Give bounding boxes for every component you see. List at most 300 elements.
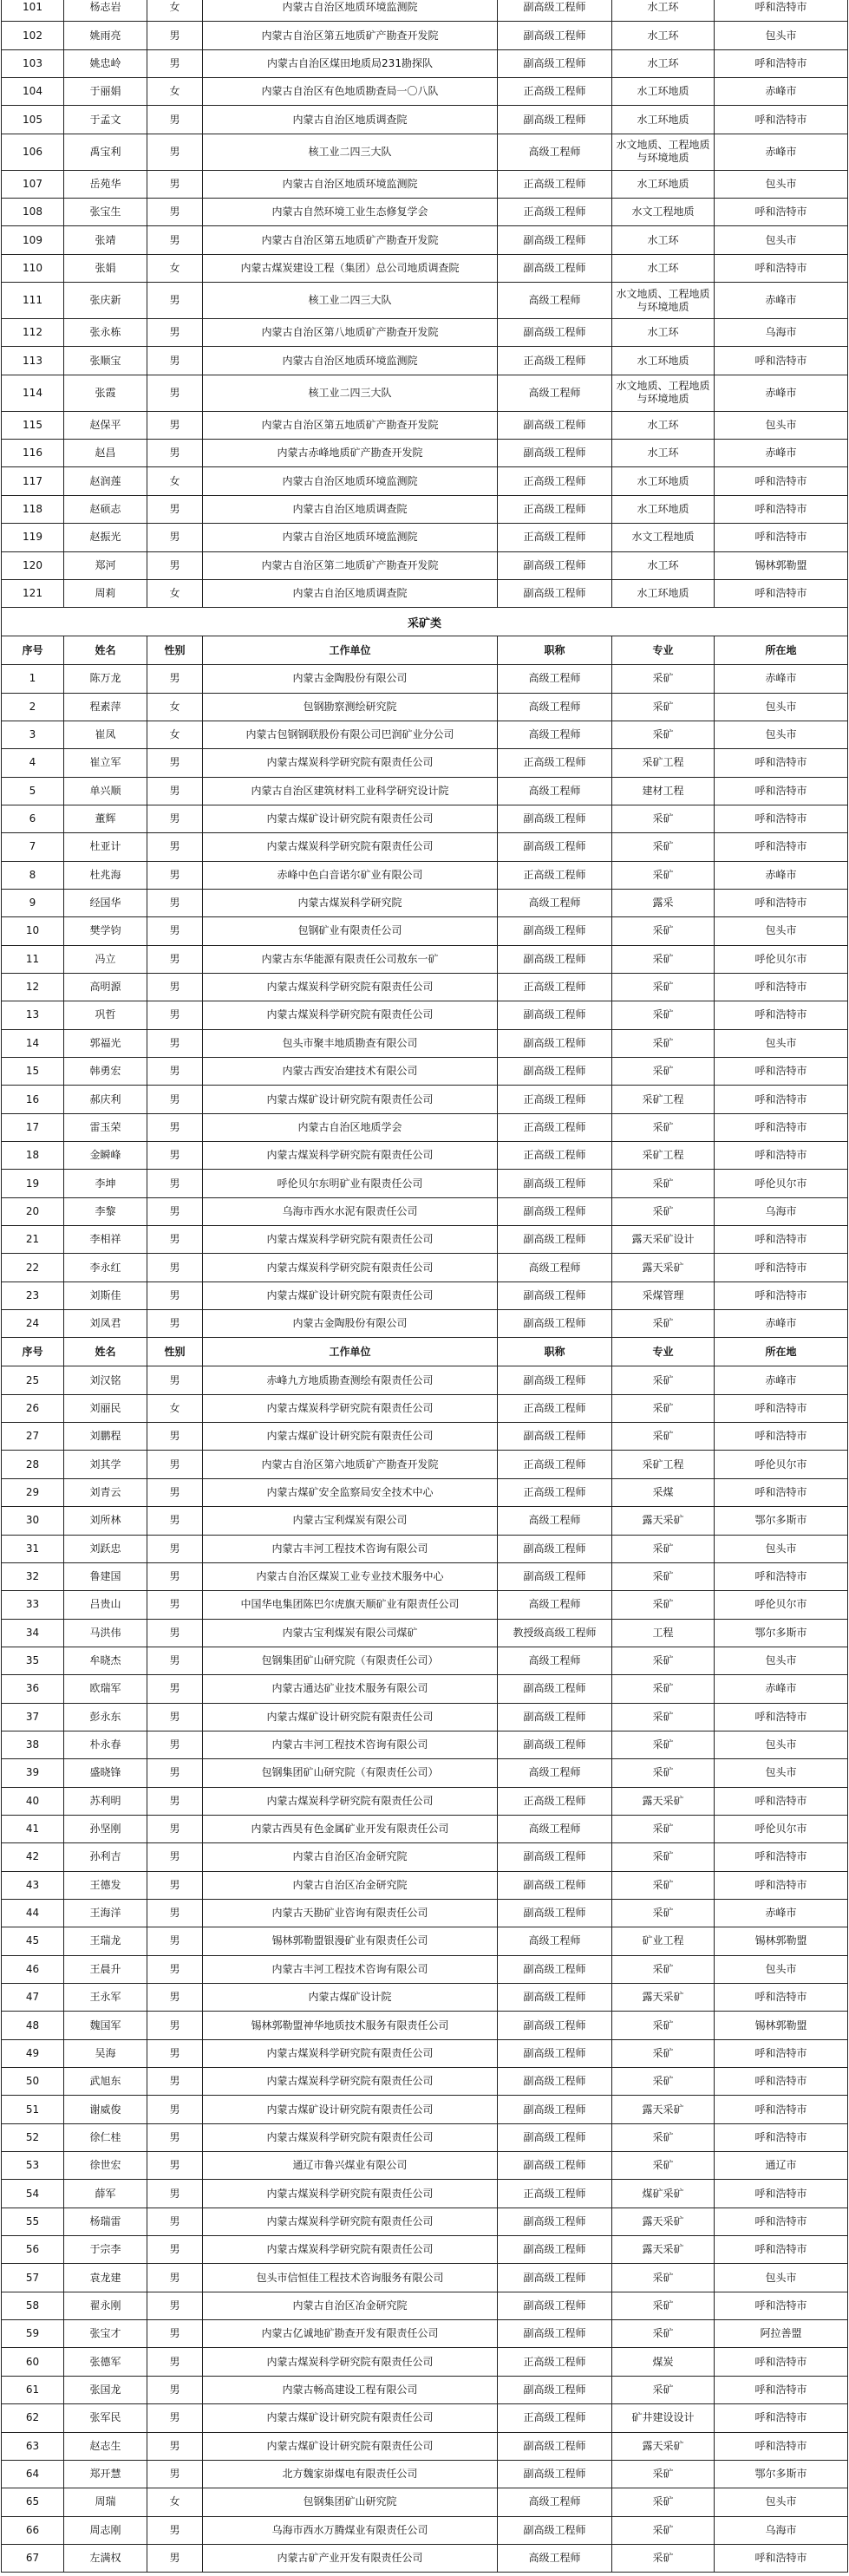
cell-location: 呼和浩特市	[715, 2124, 848, 2151]
cell-title: 副高级工程师	[498, 552, 612, 579]
cell-location: 包头市	[715, 694, 848, 721]
cell-serial-no: 112	[2, 319, 64, 346]
cell-gender: 男	[147, 833, 203, 860]
cell-serial-no: 50	[2, 2068, 64, 2095]
table-row	[2, 1563, 848, 1591]
table-row	[2, 1956, 848, 1984]
table-row	[2, 2264, 848, 2292]
table-row	[2, 319, 848, 347]
cell-location: 鄂尔多斯市	[715, 1620, 848, 1647]
cell-serial-no: 8	[2, 862, 64, 889]
cell-title: 副高级工程师	[498, 1170, 612, 1197]
cell-major: 采矿	[612, 1731, 715, 1758]
cell-location: 呼和浩特市	[715, 2208, 848, 2235]
cell-title: 正高级工程师	[498, 862, 612, 889]
cell-organization: 内蒙古自治区煤田地质局231勘探队	[203, 50, 498, 77]
cell-serial-no: 48	[2, 2012, 64, 2038]
cell-serial-no: 18	[2, 1142, 64, 1169]
cell-major: 采矿	[612, 1366, 715, 1393]
table-row	[2, 1704, 848, 1731]
cell-name: 陈万龙	[64, 665, 147, 692]
cell-name: 李坤	[64, 1170, 147, 1197]
cell-location: 包头市	[715, 1030, 848, 1057]
cell-title: 副高级工程师	[498, 2320, 612, 2347]
cell-name: 王德发	[64, 1872, 147, 1899]
cell-gender: 男	[147, 665, 203, 692]
cell-major: 露天采矿	[612, 2096, 715, 2123]
cell-name: 袁龙建	[64, 2264, 147, 2291]
cell-major: 露天采矿	[612, 2433, 715, 2460]
cell-major: 水文地质、工程地质与环境地质	[612, 283, 715, 318]
table-row	[2, 496, 848, 524]
cell-major: 采矿	[612, 1310, 715, 1337]
cell-name: 王海洋	[64, 1900, 147, 1927]
table-row	[2, 106, 848, 134]
cell-title: 副高级工程师	[498, 319, 612, 346]
cell-title: 副高级工程师	[498, 1704, 612, 1731]
cell-location: 呼和浩特市	[715, 106, 848, 133]
table-row	[2, 1647, 848, 1675]
cell-name: 翟永刚	[64, 2292, 147, 2319]
cell-organization: 内蒙古自治区第五地质矿产勘查开发院	[203, 412, 498, 439]
cell-major: 采矿工程	[612, 749, 715, 776]
cell-name: 张永栋	[64, 319, 147, 346]
cell-gender: 女	[147, 694, 203, 721]
cell-major: 采矿	[612, 946, 715, 973]
cell-serial-no: 47	[2, 1984, 64, 2011]
cell-major: 采矿	[612, 2068, 715, 2095]
header-name: 姓名	[64, 1338, 147, 1366]
cell-organization: 核工业二四三大队	[203, 283, 498, 318]
cell-name: 郭福光	[64, 1030, 147, 1057]
table-row	[2, 1114, 848, 1142]
table-row	[2, 721, 848, 749]
cell-name: 经国华	[64, 890, 147, 916]
cell-location: 呼和浩特市	[715, 347, 848, 374]
cell-title: 正高级工程师	[498, 347, 612, 374]
cell-serial-no: 113	[2, 347, 64, 374]
cell-name: 崔立军	[64, 749, 147, 776]
cell-major: 水工环	[612, 50, 715, 77]
cell-organization: 赤峰九方地质勘查测绘有限责任公司	[203, 1366, 498, 1393]
cell-major: 水工环	[612, 255, 715, 282]
cell-gender: 男	[147, 1310, 203, 1337]
table-row	[2, 255, 848, 283]
cell-location: 呼和浩特市	[715, 50, 848, 77]
cell-serial-no: 36	[2, 1675, 64, 1702]
cell-organization: 包钢勘察测绘研究院	[203, 694, 498, 721]
cell-serial-no: 37	[2, 1704, 64, 1731]
cell-organization: 内蒙古煤炭科学研究院有限责任公司	[203, 2208, 498, 2235]
table-header-row-repeat	[2, 1338, 848, 1366]
cell-title: 副高级工程师	[498, 0, 612, 21]
cell-organization: 内蒙古金陶股份有限公司	[203, 1310, 498, 1337]
cell-location: 呼和浩特市	[715, 2180, 848, 2207]
cell-location: 包头市	[715, 1759, 848, 1786]
cell-name: 孙坚刚	[64, 1816, 147, 1842]
cell-name: 左满权	[64, 2545, 147, 2572]
cell-location: 包头市	[715, 2264, 848, 2291]
cell-title: 高级工程师	[498, 665, 612, 692]
cell-title: 教授级高级工程师	[498, 1620, 612, 1647]
table-row	[2, 283, 848, 319]
cell-serial-no: 40	[2, 1788, 64, 1815]
cell-location: 包头市	[715, 2488, 848, 2515]
cell-name: 金瞬峰	[64, 1142, 147, 1169]
cell-organization: 包钢集团矿山研究院	[203, 2488, 498, 2515]
cell-title: 正高级工程师	[498, 2404, 612, 2431]
cell-organization: 内蒙古包钢钢联股份有限公司巴润矿业分公司	[203, 721, 498, 748]
cell-location: 鄂尔多斯市	[715, 2461, 848, 2488]
table-row	[2, 1395, 848, 1423]
cell-location: 包头市	[715, 917, 848, 944]
table-row	[2, 1001, 848, 1029]
table-row	[2, 2488, 848, 2516]
cell-name: 薛军	[64, 2180, 147, 2207]
cell-name: 朴永春	[64, 1731, 147, 1758]
cell-major: 水工环	[612, 319, 715, 346]
cell-serial-no: 118	[2, 496, 64, 523]
header-serial-no: 序号	[2, 636, 64, 664]
cell-serial-no: 45	[2, 1927, 64, 1954]
cell-title: 正高级工程师	[498, 524, 612, 551]
cell-gender: 男	[147, 1030, 203, 1057]
table-row	[2, 1731, 848, 1759]
cell-location: 鄂尔多斯市	[715, 1507, 848, 1534]
table-row	[2, 1310, 848, 1338]
cell-serial-no: 16	[2, 1086, 64, 1112]
cell-gender: 男	[147, 2377, 203, 2403]
cell-organization: 内蒙古通达矿业技术服务有限公司	[203, 1675, 498, 1702]
cell-location: 呼和浩特市	[715, 2292, 848, 2319]
cell-serial-no: 43	[2, 1872, 64, 1899]
cell-location: 呼和浩特市	[715, 524, 848, 551]
cell-title: 副高级工程师	[498, 2096, 612, 2123]
cell-gender: 男	[147, 2152, 203, 2179]
cell-title: 正高级工程师	[498, 1395, 612, 1422]
table-row	[2, 1788, 848, 1816]
table-row	[2, 1086, 848, 1113]
cell-organization: 内蒙古自治区冶金研究院	[203, 2292, 498, 2319]
cell-major: 水文工程地质	[612, 199, 715, 225]
cell-major: 采矿	[612, 1114, 715, 1141]
cell-gender: 男	[147, 283, 203, 318]
cell-name: 樊学钧	[64, 917, 147, 944]
cell-name: 周莉	[64, 580, 147, 607]
cell-name: 王晨升	[64, 1956, 147, 1983]
header-location: 所在地	[715, 1338, 848, 1366]
cell-gender: 女	[147, 721, 203, 748]
cell-name: 张宝才	[64, 2320, 147, 2347]
cell-organization: 内蒙古自治区煤炭工业专业技术服务中心	[203, 1563, 498, 1590]
table-row	[2, 2096, 848, 2123]
cell-major: 露天采矿	[612, 1788, 715, 1815]
cell-major: 采矿	[612, 1675, 715, 1702]
cell-organization: 内蒙古金陶股份有限公司	[203, 665, 498, 692]
cell-gender: 男	[147, 805, 203, 832]
cell-major: 采矿	[612, 2012, 715, 2038]
cell-organization: 内蒙古自治区地质环境监测院	[203, 467, 498, 494]
cell-major: 采矿	[612, 1395, 715, 1422]
cell-name: 刘其学	[64, 1451, 147, 1477]
cell-title: 高级工程师	[498, 1816, 612, 1842]
cell-name: 杨志岩	[64, 0, 147, 21]
cell-title: 副高级工程师	[498, 917, 612, 944]
cell-serial-no: 59	[2, 2320, 64, 2347]
cell-title: 副高级工程师	[498, 1984, 612, 2011]
cell-title: 副高级工程师	[498, 1058, 612, 1085]
cell-gender: 男	[147, 50, 203, 77]
table-row	[2, 1198, 848, 1226]
cell-title: 副高级工程师	[498, 580, 612, 607]
cell-major: 采矿	[612, 2124, 715, 2151]
cell-major: 采矿	[612, 665, 715, 692]
cell-gender: 女	[147, 2488, 203, 2515]
cell-location: 呼伦贝尔市	[715, 1816, 848, 1842]
cell-organization: 内蒙古赤峰地质矿产勘查开发院	[203, 440, 498, 466]
header-organization: 工作单位	[203, 1338, 498, 1366]
table-row	[2, 665, 848, 693]
cell-organization: 内蒙古自治区第五地质矿产勘查开发院	[203, 22, 498, 49]
cell-location: 呼和浩特市	[715, 1058, 848, 1085]
cell-gender: 男	[147, 1226, 203, 1253]
cell-title: 正高级工程师	[498, 1142, 612, 1169]
cell-serial-no: 14	[2, 1030, 64, 1057]
cell-organization: 包钢集团矿山研究院（有限责任公司）	[203, 1647, 498, 1674]
cell-organization: 内蒙古自治区地质环境监测院	[203, 524, 498, 551]
cell-location: 赤峰市	[715, 1366, 848, 1393]
cell-gender: 男	[147, 412, 203, 439]
cell-location: 呼伦贝尔市	[715, 1591, 848, 1618]
cell-title: 副高级工程师	[498, 946, 612, 973]
table-row	[2, 2208, 848, 2236]
cell-organization: 内蒙古煤炭科学研究院有限责任公司	[203, 1254, 498, 1281]
cell-title: 副高级工程师	[498, 1226, 612, 1253]
cell-major: 水工环	[612, 226, 715, 253]
cell-organization: 包头市聚丰地质勘查有限公司	[203, 1030, 498, 1057]
cell-gender: 男	[147, 1254, 203, 1281]
cell-gender: 男	[147, 1816, 203, 1842]
cell-title: 正高级工程师	[498, 467, 612, 494]
table-row	[2, 2545, 848, 2573]
cell-location: 呼和浩特市	[715, 1086, 848, 1112]
cell-organization: 乌海市西水水泥有限责任公司	[203, 1198, 498, 1225]
cell-major: 采矿	[612, 805, 715, 832]
cell-serial-no: 61	[2, 2377, 64, 2403]
cell-serial-no: 58	[2, 2292, 64, 2319]
cell-location: 赤峰市	[715, 283, 848, 318]
cell-location: 赤峰市	[715, 134, 848, 170]
cell-serial-no: 106	[2, 134, 64, 170]
cell-title: 副高级工程师	[498, 2152, 612, 2179]
cell-gender: 男	[147, 375, 203, 411]
cell-serial-no: 12	[2, 974, 64, 1001]
cell-name: 谢威俊	[64, 2096, 147, 2123]
cell-title: 正高级工程师	[498, 974, 612, 1001]
cell-location: 呼和浩特市	[715, 833, 848, 860]
cell-serial-no: 63	[2, 2433, 64, 2460]
cell-name: 赵志生	[64, 2433, 147, 2460]
cell-organization: 内蒙古自治区地质调查院	[203, 496, 498, 523]
cell-name: 马洪伟	[64, 1620, 147, 1647]
cell-serial-no: 1	[2, 665, 64, 692]
cell-major: 采矿	[612, 721, 715, 748]
cell-organization: 内蒙古自治区第八地质矿产勘查开发院	[203, 319, 498, 346]
cell-location: 呼和浩特市	[715, 1788, 848, 1815]
cell-gender: 男	[147, 1479, 203, 1506]
cell-major: 采矿	[612, 1591, 715, 1618]
cell-title: 副高级工程师	[498, 1675, 612, 1702]
cell-location: 呼和浩特市	[715, 2040, 848, 2067]
cell-organization: 内蒙古煤矿设计研究院有限责任公司	[203, 2433, 498, 2460]
cell-serial-no: 121	[2, 580, 64, 607]
cell-title: 副高级工程师	[498, 2461, 612, 2488]
cell-gender: 男	[147, 2236, 203, 2263]
table-row	[2, 1226, 848, 1254]
cell-title: 正高级工程师	[498, 1479, 612, 1506]
cell-name: 张霞	[64, 375, 147, 411]
cell-title: 副高级工程师	[498, 2068, 612, 2095]
cell-name: 盛晓锋	[64, 1759, 147, 1786]
table-row	[2, 1170, 848, 1197]
cell-gender: 男	[147, 1282, 203, 1309]
cell-gender: 男	[147, 2040, 203, 2067]
cell-title: 正高级工程师	[498, 2180, 612, 2207]
cell-title: 副高级工程师	[498, 805, 612, 832]
cell-location: 包头市	[715, 1536, 848, 1562]
table-row	[2, 50, 848, 78]
cell-name: 徐仁桂	[64, 2124, 147, 2151]
cell-serial-no: 114	[2, 375, 64, 411]
header-organization: 工作单位	[203, 636, 498, 664]
cell-major: 采矿	[612, 2320, 715, 2347]
cell-title: 副高级工程师	[498, 1872, 612, 1899]
cell-organization: 内蒙古煤矿设计院	[203, 1984, 498, 2011]
cell-name: 杨瑞雷	[64, 2208, 147, 2235]
cell-title: 高级工程师	[498, 778, 612, 805]
cell-major: 水工环地质	[612, 496, 715, 523]
cell-title: 高级工程师	[498, 1647, 612, 1674]
table-row	[2, 946, 848, 974]
cell-location: 呼和浩特市	[715, 496, 848, 523]
cell-gender: 男	[147, 2124, 203, 2151]
cell-gender: 男	[147, 1927, 203, 1954]
header-gender: 性别	[147, 1338, 203, 1366]
cell-major: 采矿	[612, 2264, 715, 2291]
cell-name: 刘斯佳	[64, 1282, 147, 1309]
cell-title: 副高级工程师	[498, 2292, 612, 2319]
cell-serial-no: 49	[2, 2040, 64, 2067]
cell-name: 张宝生	[64, 199, 147, 225]
cell-organization: 内蒙古宝利煤炭有限公司煤矿	[203, 1620, 498, 1647]
table-row	[2, 347, 848, 375]
cell-location: 呼和浩特市	[715, 974, 848, 1001]
cell-organization: 内蒙古煤炭科学研究院有限责任公司	[203, 1788, 498, 1815]
cell-location: 通辽市	[715, 2152, 848, 2179]
cell-organization: 核工业二四三大队	[203, 134, 498, 170]
cell-name: 冯立	[64, 946, 147, 973]
cell-gender: 女	[147, 78, 203, 105]
cell-name: 武旭东	[64, 2068, 147, 2095]
cell-location: 呼和浩特市	[715, 2236, 848, 2263]
cell-name: 禹宝利	[64, 134, 147, 170]
table-row	[2, 2404, 848, 2432]
cell-serial-no: 116	[2, 440, 64, 466]
cell-location: 呼和浩特市	[715, 1226, 848, 1253]
cell-gender: 男	[147, 1620, 203, 1647]
cell-major: 采矿	[612, 1647, 715, 1674]
cell-location: 包头市	[715, 22, 848, 49]
cell-location: 乌海市	[715, 2517, 848, 2544]
cell-organization: 锡林郭勒盟银漫矿业有限责任公司	[203, 1927, 498, 1954]
table-header-row	[2, 636, 848, 665]
table-row	[2, 974, 848, 1001]
cell-serial-no: 34	[2, 1620, 64, 1647]
cell-serial-no: 105	[2, 106, 64, 133]
cell-serial-no: 15	[2, 1058, 64, 1085]
cell-organization: 内蒙古煤炭科学研究院有限责任公司	[203, 1001, 498, 1028]
cell-gender: 男	[147, 2320, 203, 2347]
cell-title: 副高级工程师	[498, 1423, 612, 1450]
cell-major: 采矿	[612, 1563, 715, 1590]
table-row	[2, 78, 848, 106]
cell-serial-no: 52	[2, 2124, 64, 2151]
cell-major: 水工环	[612, 412, 715, 439]
cell-location: 赤峰市	[715, 78, 848, 105]
cell-name: 张娟	[64, 255, 147, 282]
table-row	[2, 1927, 848, 1955]
cell-gender: 男	[147, 1170, 203, 1197]
cell-name: 赵保平	[64, 412, 147, 439]
table-row	[2, 1030, 848, 1058]
cell-gender: 男	[147, 2545, 203, 2572]
cell-title: 副高级工程师	[498, 2377, 612, 2403]
cell-name: 郑开慧	[64, 2461, 147, 2488]
cell-organization: 内蒙古自治区地质学会	[203, 1114, 498, 1141]
cell-organization: 内蒙古煤矿设计研究院有限责任公司	[203, 1086, 498, 1112]
cell-gender: 男	[147, 1507, 203, 1534]
cell-title: 副高级工程师	[498, 50, 612, 77]
cell-major: 采矿	[612, 2377, 715, 2403]
cell-location: 包头市	[715, 226, 848, 253]
cell-gender: 男	[147, 2096, 203, 2123]
cell-title: 副高级工程师	[498, 440, 612, 466]
cell-name: 张国龙	[64, 2377, 147, 2403]
cell-gender: 男	[147, 2264, 203, 2291]
cell-gender: 男	[147, 1731, 203, 1758]
cell-organization: 内蒙古煤炭科学研究院有限责任公司	[203, 974, 498, 1001]
cell-major: 煤矿采矿	[612, 2180, 715, 2207]
cell-serial-no: 20	[2, 1198, 64, 1225]
cell-title: 副高级工程师	[498, 255, 612, 282]
cell-location: 包头市	[715, 721, 848, 748]
cell-gender: 男	[147, 1001, 203, 1028]
cell-location: 呼和浩特市	[715, 1395, 848, 1422]
table-row	[2, 0, 848, 22]
cell-gender: 男	[147, 22, 203, 49]
cell-name: 张德军	[64, 2348, 147, 2375]
cell-gender: 女	[147, 1395, 203, 1422]
cell-gender: 男	[147, 2404, 203, 2431]
cell-serial-no: 7	[2, 833, 64, 860]
cell-serial-no: 115	[2, 412, 64, 439]
cell-name: 于孟文	[64, 106, 147, 133]
table-row	[2, 1366, 848, 1394]
cell-serial-no: 4	[2, 749, 64, 776]
cell-organization: 包钢矿业有限责任公司	[203, 917, 498, 944]
cell-gender: 男	[147, 1647, 203, 1674]
cell-title: 副高级工程师	[498, 2517, 612, 2544]
